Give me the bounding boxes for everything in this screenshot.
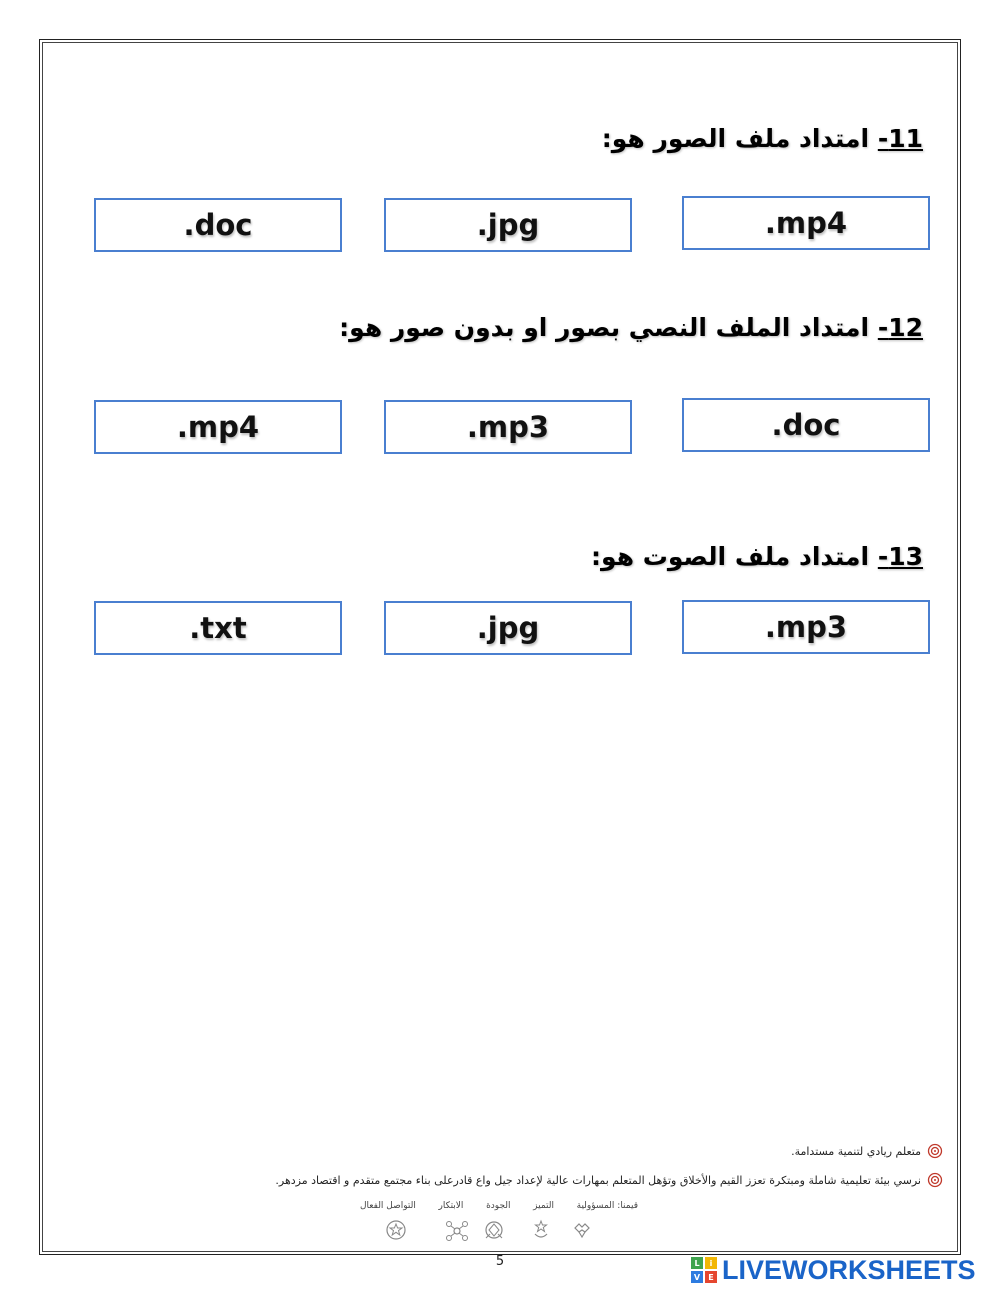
quality-icon (482, 1218, 506, 1242)
option-button[interactable]: .mp3 (384, 400, 632, 454)
option-button[interactable]: .doc (682, 398, 930, 452)
option-button[interactable]: .jpg (384, 198, 632, 252)
question-11 (602, 124, 923, 153)
option-button[interactable]: .jpg (384, 601, 632, 655)
svg-text:i: i (709, 1259, 713, 1268)
question-number: 11- (877, 124, 923, 153)
target-icon (927, 1172, 943, 1188)
value-responsibility: المسؤولية (576, 1201, 615, 1211)
option-button[interactable]: .mp4 (94, 400, 342, 454)
liveworksheets-logo-icon (690, 1256, 718, 1284)
mission-line (275, 1172, 943, 1188)
value-communication: التواصل الفعال (360, 1201, 416, 1211)
option-button[interactable]: .doc (94, 198, 342, 252)
option-button[interactable]: .mp4 (682, 196, 930, 250)
brand-text: LIVEWORKSHEETS (722, 1254, 976, 1285)
question-number: 13- (877, 542, 923, 571)
network-icon (444, 1218, 470, 1244)
target-icon (927, 1143, 943, 1159)
values-label-group (577, 1201, 638, 1211)
question-number: 12- (877, 313, 923, 342)
question-12 (339, 313, 923, 342)
values-row (360, 1201, 638, 1211)
question-13 (591, 542, 923, 571)
question-text: امتداد الملف النصي بصور او بدون صور هو: (339, 313, 870, 342)
value-innovation: الابتكار (438, 1201, 464, 1211)
option-button[interactable]: .txt (94, 601, 342, 655)
hands-icon (570, 1218, 594, 1242)
question-text: امتداد ملف الصور هو: (601, 124, 870, 153)
svg-text:E: E (708, 1273, 714, 1282)
vision-text: متعلم ريادي لتنمية مستدامة. (791, 1144, 921, 1158)
liveworksheets-logo[interactable] (690, 1254, 976, 1286)
value-quality: الجودة (486, 1201, 511, 1211)
question-text: امتداد ملف الصوت هو: (591, 542, 870, 571)
mission-text: نرسي بيئة تعليمية شاملة ومبتكرة تعزز القيم والأخلاق وتؤهل المتعلم بمهارات عالية لإعداد جيل واع قادرعلى بناء مجتمع متقدم و اقتصاد مزدهر. (275, 1173, 921, 1187)
values-label: قيمنا: (617, 1201, 638, 1211)
option-button[interactable]: .mp3 (682, 600, 930, 654)
communication-icon (384, 1218, 408, 1242)
svg-text:V: V (693, 1273, 701, 1282)
svg-text:L: L (694, 1259, 700, 1268)
values-icons (380, 1218, 610, 1246)
value-excellence: التميز (533, 1201, 554, 1211)
vision-line (791, 1143, 943, 1159)
hand-star-icon (530, 1218, 552, 1242)
page-number: 5 (495, 1254, 505, 1269)
